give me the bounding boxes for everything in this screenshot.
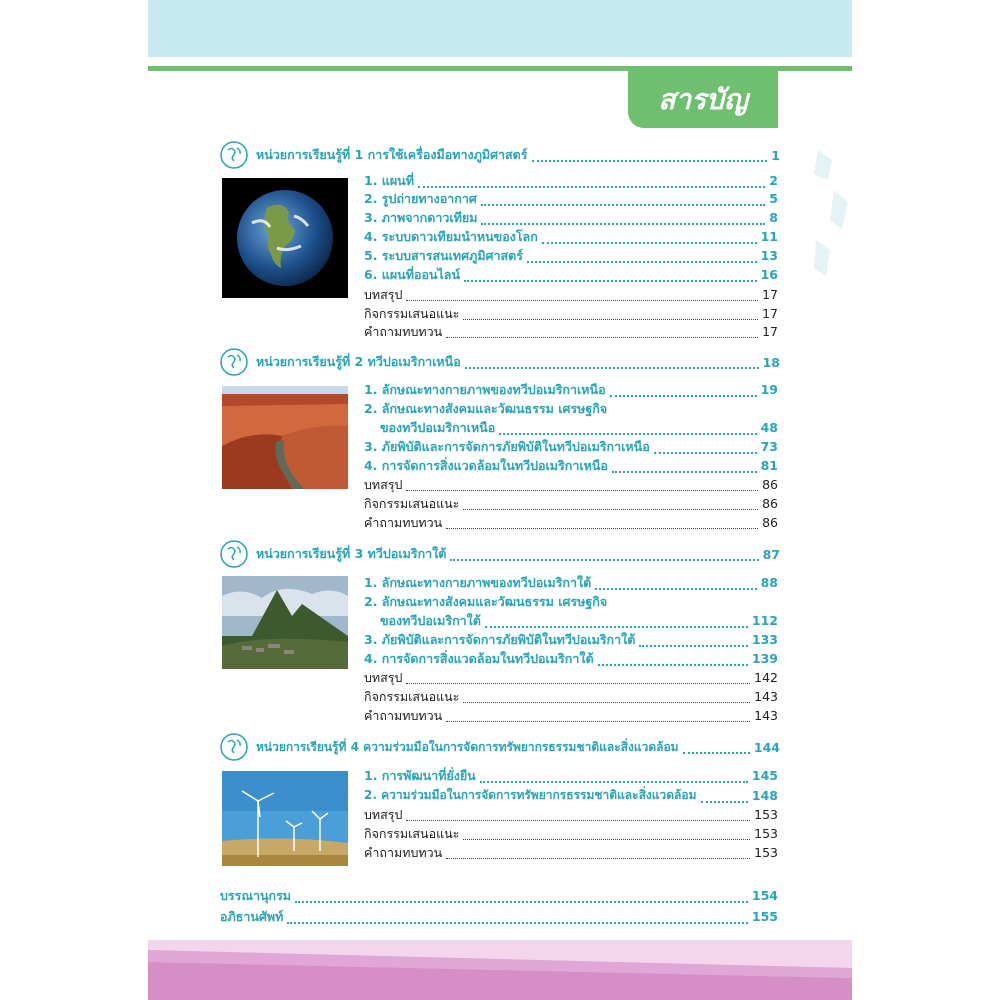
extra-page: 17 [762,306,778,321]
extra-label: กิจกรรมเสนอแนะ [364,688,460,704]
item-label: 4. การจัดการสิ่งแวดล้อมในทวีปอเมริกาเหนือ [364,457,608,473]
extra-label: กิจกรรมเสนอแนะ [364,825,460,841]
toc-item[interactable] [364,592,778,611]
unit-2-heading[interactable] [220,349,780,375]
item-page: 148 [751,788,778,803]
item-label: 5. ระบบสารสนเทศภูมิศาสตร์ [364,247,523,263]
extra-label: คำถามทบทวน [364,323,443,339]
back-matter-label: อภิธานศัพท์ [220,908,284,924]
unit-page: 1 [771,147,780,163]
extra-page: 143 [754,708,778,723]
leader-dots [446,325,758,338]
item-page: 16 [760,267,778,282]
unit-title: หน่วยการเรียนรู้ที่ 2 ทวีปอเมริกาเหนือ [256,354,461,369]
toc-item[interactable] [364,456,778,475]
leader-dots [463,827,750,840]
extra-page: 86 [762,515,778,530]
extra-page: 142 [754,670,778,685]
leader-dots [465,355,759,369]
leader-dots [463,307,758,320]
item-page: 5 [769,191,778,206]
leader-dots [418,174,765,188]
leader-dots [295,889,748,903]
leader-dots [485,614,748,628]
leader-dots [499,421,756,435]
extra-page: 86 [762,496,778,511]
item-page: 19 [760,382,778,397]
back-matter-page: 154 [751,888,778,903]
extra-page: 17 [762,287,778,302]
item-label: 1. แผนที่ [364,172,414,188]
leader-dots [480,769,748,783]
item-page: 2 [769,173,778,188]
toc-bibliography[interactable] [220,886,778,905]
item-page: 139 [751,651,778,666]
leader-dots [612,459,757,473]
unit-title: หน่วยการเรียนรู้ที่ 1 การใช้เครื่องมือทางภูมิศาสตร์ [256,147,528,162]
leader-dots [406,478,758,491]
extra-label: คำถามทบทวน [364,514,443,530]
toc-extra[interactable] [364,304,778,323]
item-label: 2. ความร่วมมือในการจัดการทรัพยากรธรรมชาติและสิ่งแวดล้อม [364,788,697,802]
leader-dots [683,740,750,754]
unit-3-heading[interactable] [220,541,780,567]
wind-turbines-photo [222,771,348,866]
item-label: 4. ระบบดาวเทียมนำหนของโลก [364,228,538,244]
toc-extra[interactable] [364,322,778,341]
item-label-line2: ของทวีปอเมริกาเหนือ [380,419,496,435]
toc-extra[interactable] [364,805,778,824]
unit-page: 87 [762,546,780,562]
unit-title: หน่วยการเรียนรู้ที่ 3 ทวีปอเมริกาใต้ [256,546,447,561]
leader-dots [701,789,748,803]
item-label: 2. ลักษณะทางสังคมและวัฒนธรรม เศรษฐกิจ [364,400,608,416]
earth-photo [222,178,348,298]
side-decoration [808,150,852,280]
toc-item-continued[interactable] [380,418,778,437]
leader-dots [527,249,757,263]
item-label: 6. แผนที่ออนไลน์ [364,266,461,282]
item-label-line2: ของทวีปอเมริกาใต้ [380,612,481,628]
toc-item[interactable] [364,630,778,649]
leader-dots [463,497,758,510]
toc-item[interactable] [364,399,778,418]
item-label: 1. ลักษณะทางกายภาพของทวีปอเมริกาใต้ [364,574,592,590]
item-page: 11 [760,229,778,244]
leader-dots [446,516,758,529]
page-title: สารบัญ [628,71,778,128]
toc-extra[interactable] [364,285,778,304]
item-page: 48 [760,420,778,435]
globe-icon [220,733,248,761]
extra-label: กิจกรรมเสนอแนะ [364,495,460,511]
leader-dots [406,808,750,821]
leader-dots [406,288,758,301]
item-label: 3. ภัยพิบัติและการจัดการภัยพิบัติในทวีปอเมริกาใต้ [364,631,636,647]
toc-glossary[interactable] [220,907,778,926]
extra-label: บทสรุป [364,806,403,822]
toc-extra[interactable] [364,513,778,532]
item-page: 73 [760,439,778,454]
unit-page: 144 [753,739,780,755]
globe-icon [220,540,248,568]
toc-extra[interactable] [364,475,778,494]
item-page: 81 [760,458,778,473]
extra-page: 86 [762,477,778,492]
leader-dots [595,576,756,590]
extra-page: 17 [762,324,778,339]
leader-dots [463,690,750,703]
toc-item[interactable] [364,208,778,227]
toc-extra[interactable] [364,824,778,843]
item-page: 88 [760,575,778,590]
item-page: 145 [751,768,778,783]
item-page: 13 [760,248,778,263]
header-band [148,0,852,57]
unit-page: 18 [762,354,780,370]
leader-dots [598,652,748,666]
leader-dots [639,633,748,647]
item-label: 2. รูปถ่ายทางอากาศ [364,190,477,206]
back-matter-label: บรรณานุกรม [220,887,292,903]
leader-dots [450,547,758,561]
footer-band [148,940,852,1000]
toc-extra[interactable] [364,843,778,862]
toc-item[interactable] [364,246,778,265]
toc-item[interactable] [364,649,778,668]
item-label: 3. ภาพจากดาวเทียม [364,209,478,225]
item-label: 1. ลักษณะทางกายภาพของทวีปอเมริกาเหนือ [364,381,606,397]
machu-picchu-photo [222,576,348,669]
item-label: 4. การจัดการสิ่งแวดล้อมในทวีปอเมริกาใต้ [364,650,594,666]
leader-dots [654,440,757,454]
toc-item[interactable] [364,171,778,190]
globe-icon [220,348,248,376]
toc-item[interactable] [364,227,778,246]
toc-extra[interactable] [364,668,778,687]
item-label: 3. ภัยพิบัติและการจัดการภัยพิบัติในทวีปอเมริกาเหนือ [364,438,650,454]
toc-extra[interactable] [364,706,778,725]
item-page: 133 [751,632,778,647]
toc-item-continued[interactable] [380,611,778,630]
leader-dots [542,230,757,244]
globe-icon [220,141,248,169]
item-page: 8 [769,210,778,225]
leader-dots [406,671,750,684]
item-label: 2. ลักษณะทางสังคมและวัฒนธรรม เศรษฐกิจ [364,593,608,609]
extra-label: บทสรุป [364,669,403,685]
item-page: 112 [751,613,778,628]
toc-item[interactable] [364,766,778,785]
extra-label: บทสรุป [364,286,403,302]
toc-page [148,0,852,1000]
toc-item[interactable] [364,437,778,456]
extra-label: บทสรุป [364,476,403,492]
extra-page: 153 [754,845,778,860]
leader-dots [481,211,765,225]
toc-item[interactable] [364,380,778,399]
canyon-photo [222,386,348,489]
extra-label: คำถามทบทวน [364,707,443,723]
leader-dots [481,192,766,206]
extra-page: 153 [754,826,778,841]
toc-extra[interactable] [364,494,778,513]
extra-page: 143 [754,689,778,704]
leader-dots [464,268,757,282]
toc-item[interactable] [364,573,778,592]
toc-item[interactable] [364,265,778,284]
leader-dots [287,910,748,924]
extra-label: คำถามทบทวน [364,844,443,860]
item-label: 1. การพัฒนาที่ยั่งยืน [364,767,476,783]
leader-dots [532,148,768,162]
leader-dots [446,846,750,859]
toc-item[interactable] [364,189,778,208]
unit-title: หน่วยการเรียนรู้ที่ 4 ความร่วมมือในการจัดการทรัพยากรธรรมชาติและสิ่งแวดล้อม [256,739,679,754]
toc-extra[interactable] [364,687,778,706]
unit-1-heading[interactable] [220,142,780,168]
extra-page: 153 [754,807,778,822]
unit-4-heading[interactable] [220,734,780,760]
toc-item[interactable] [364,786,778,805]
extra-label: กิจกรรมเสนอแนะ [364,305,460,321]
leader-dots [446,709,750,722]
back-matter-page: 155 [751,909,778,924]
leader-dots [610,383,757,397]
